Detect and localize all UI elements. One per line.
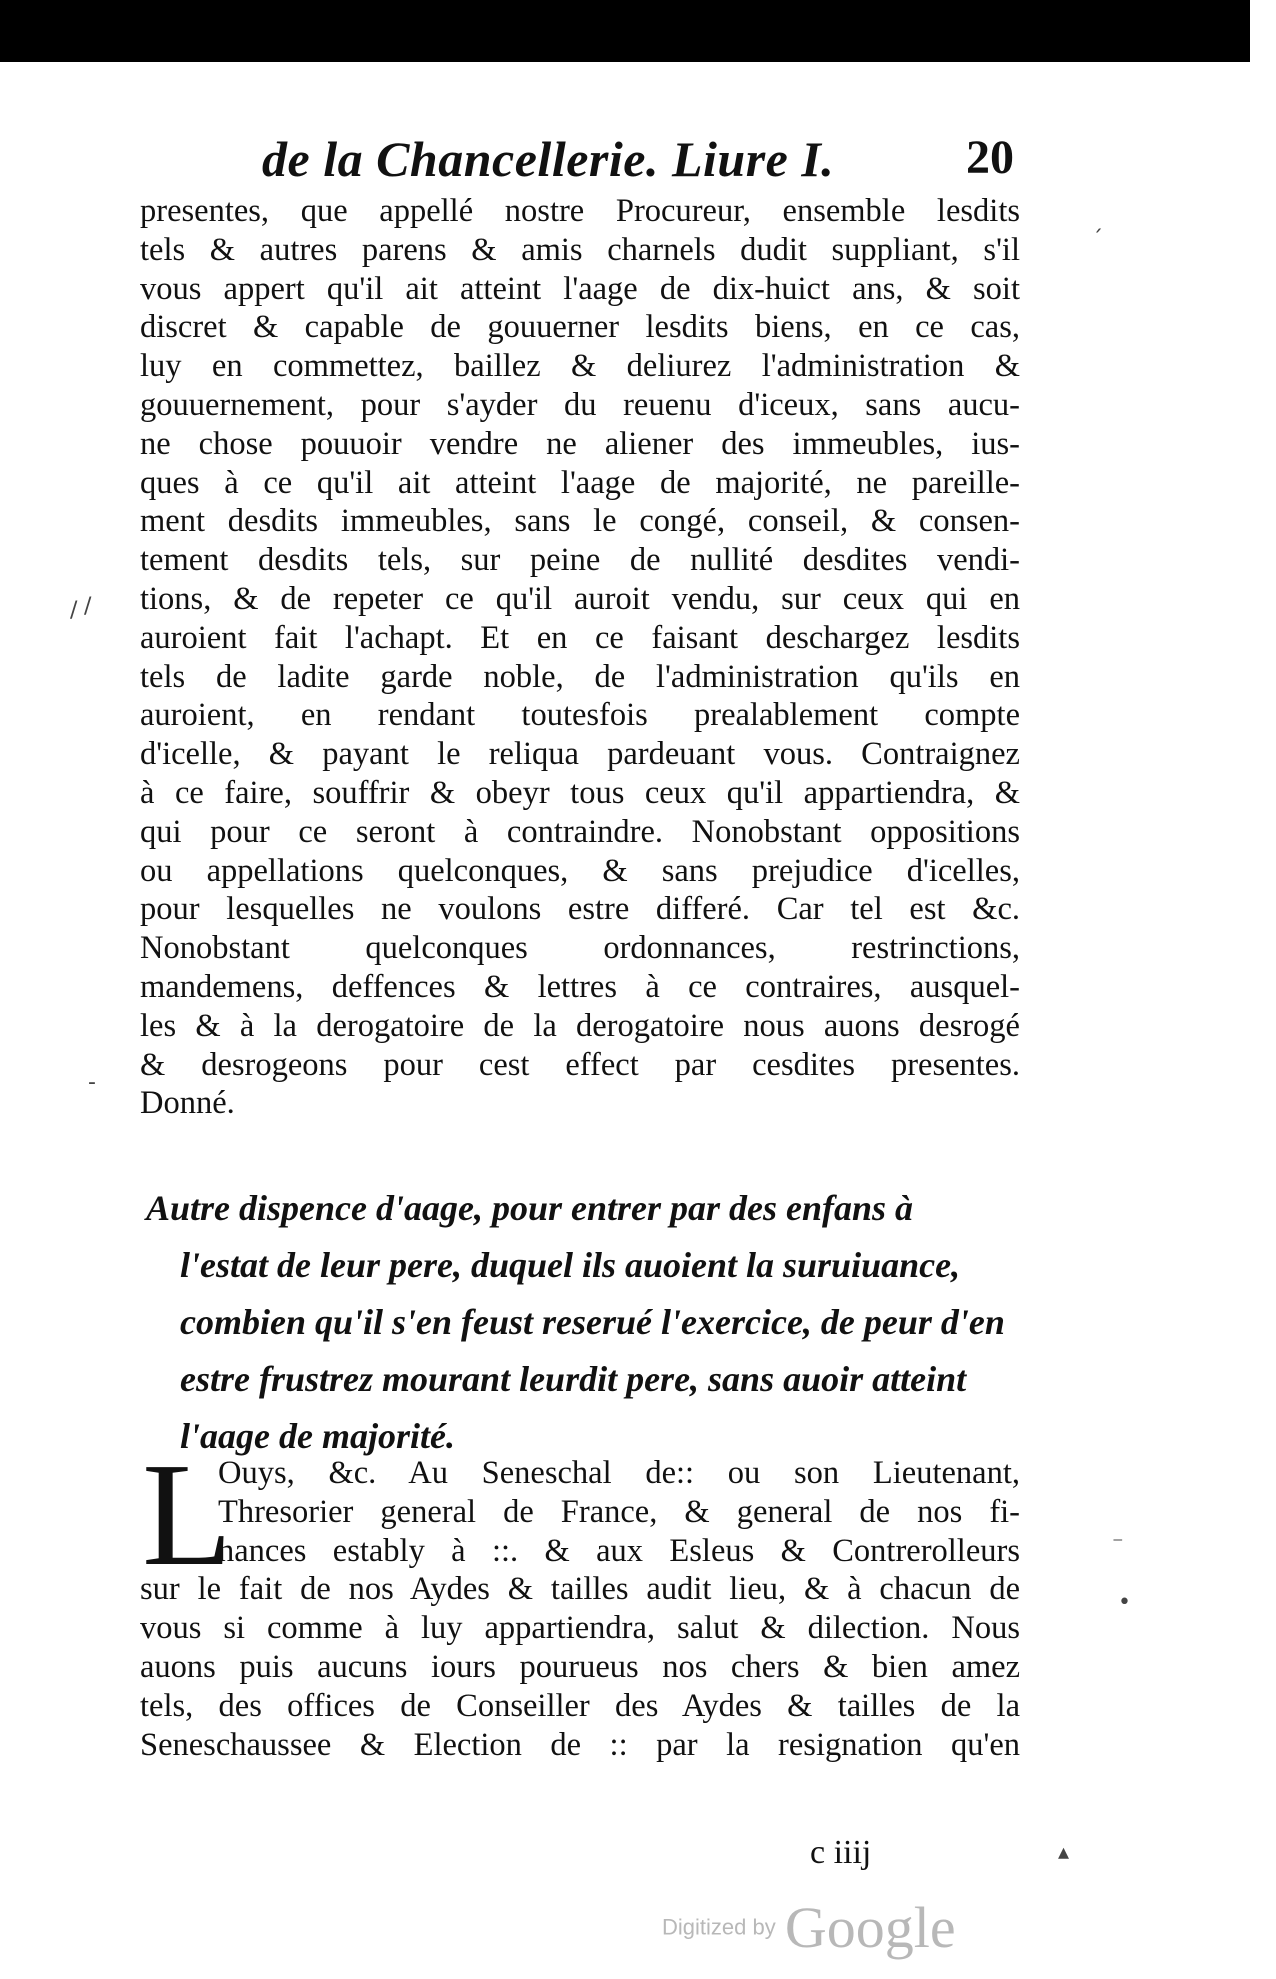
text-line: tels de ladite garde noble, de l'administration qu'ils en [140,658,1020,695]
text-line: ou appellations quelconques, & sans prejudice d'icelles, [140,852,1020,889]
title-line: estre frustrez mourant leurdit pere, sans auoir atteint [180,1359,967,1399]
title-line: l'estat de leur pere, duquel ils auoient la suruiuance, [180,1245,961,1285]
running-head: de la Chancellerie. Liure I. [262,131,835,187]
text-line: vous si comme à luy appartiendra, salut & dilection. Nous [140,1610,1020,1647]
margin-stray-mark: ⁻ [1112,1532,1124,1557]
body-paragraph [140,192,1020,1123]
text-line: luy en commettez, baillez & deliurez l'administration & [140,348,1020,385]
text-line: Donné. [140,1085,235,1122]
text-line: vous appert qu'il ait atteint l'aage de dix-huict ans, & soit [140,270,1020,307]
text-line: d'icelle, & payant le reliqua pardeuant vous. Contraignez [140,736,1020,773]
text-line: presentes, que appellé nostre Procureur, ensemble lesdits [140,193,1020,229]
text-line: à ce faire, souffrir & obeyr tous ceux qu'il appartiendra, & [140,774,1020,811]
margin-stray-mark: / [70,598,78,623]
text-line: qui pour ce seront à contraindre. Nonobstant oppositions [140,813,1020,850]
text-line: auroient, en rendant toutesfois prealablement compte [140,697,1020,734]
margin-stray-mark: - [88,1070,96,1095]
text-line: Thresorier general de France, & general de nos fi- [218,1493,1020,1530]
margin-stray-mark: ˏ [1092,208,1103,233]
text-line: nances estably à ::. & aux Esleus & Contrerolleurs [218,1532,1020,1569]
margin-stray-mark: ▴ [1058,1840,1070,1865]
title-line: l'aage de majorité. [180,1416,455,1456]
watermark-brand: Google [784,1895,956,1960]
digitization-watermark [662,1894,992,1960]
text-line: ment desdits immeubles, sans le congé, conseil, & consen- [140,503,1020,540]
text-line: discret & capable de gouuerner lesdits biens, en ce cas, [140,309,1020,346]
text-line: ques à ce qu'il ait atteint l'aage de majorité, ne pareille- [140,464,1020,501]
letter-paragraph [140,1454,1020,1764]
text-line: sur le fait de nos Aydes & tailles audit lieu, & à chacun de [140,1571,1020,1608]
drop-cap-initial: L [142,1433,233,1597]
watermark-prefix: Digitized by [662,1914,776,1940]
text-line: gouuernement, pour s'ayder du reuenu d'iceux, sans aucu- [140,386,1020,423]
scan-right-margin [1250,0,1276,1979]
text-line: tels & autres parens & amis charnels dudit suppliant, s'il [140,231,1020,268]
text-line: tels, des offices de Conseiller des Aydes & tailles de la [140,1687,1020,1724]
text-line: Seneschaussee & Election de :: par la resignation qu'en [140,1726,1020,1763]
gathering-signature: c iiij [810,1834,872,1871]
text-line: ne chose pouuoir vendre ne aliener des immeubles, ius- [140,425,1020,462]
scan-top-border [0,0,1250,62]
text-line: tement desdits tels, sur peine de nullité desdites vendi- [140,542,1020,579]
text-line: mandemens, deffences & lettres à ce contraires, ausquel- [140,968,1020,1005]
text-line: auons puis aucuns iours pourueus nos chers & bien amez [140,1648,1020,1685]
text-line: tions, & de repeter ce qu'il auroit vendu, sur ceux qui en [140,580,1020,617]
margin-stray-mark: • [1118,1590,1131,1615]
text-line: auroient fait l'achapt. Et en ce faisant deschargez lesdits [140,619,1020,656]
margin-stray-mark: / [84,594,92,619]
title-line: combien qu'il s'en feust reserué l'exercice, de peur d'en [180,1302,1005,1342]
page-number: 20 [966,131,1014,184]
page-header [262,130,1022,190]
text-line: Nonobstant quelconques ordonnances, restrinctions, [140,930,1020,967]
text-line: & desrogeons pour cest effect par cesdites presentes. [140,1046,1020,1083]
text-line: les & à la derogatoire de la derogatoire nous auons desrogé [140,1007,1020,1044]
text-line: pour lesquelles ne voulons estre differé. Car tel est &c. [140,891,1020,928]
section-title [146,1180,1022,1465]
title-line: Autre dispence d'aage, pour entrer par des enfans à [146,1188,914,1228]
text-line: Ouys, &c. Au Seneschal de:: ou son Lieutenant, [218,1455,1020,1491]
